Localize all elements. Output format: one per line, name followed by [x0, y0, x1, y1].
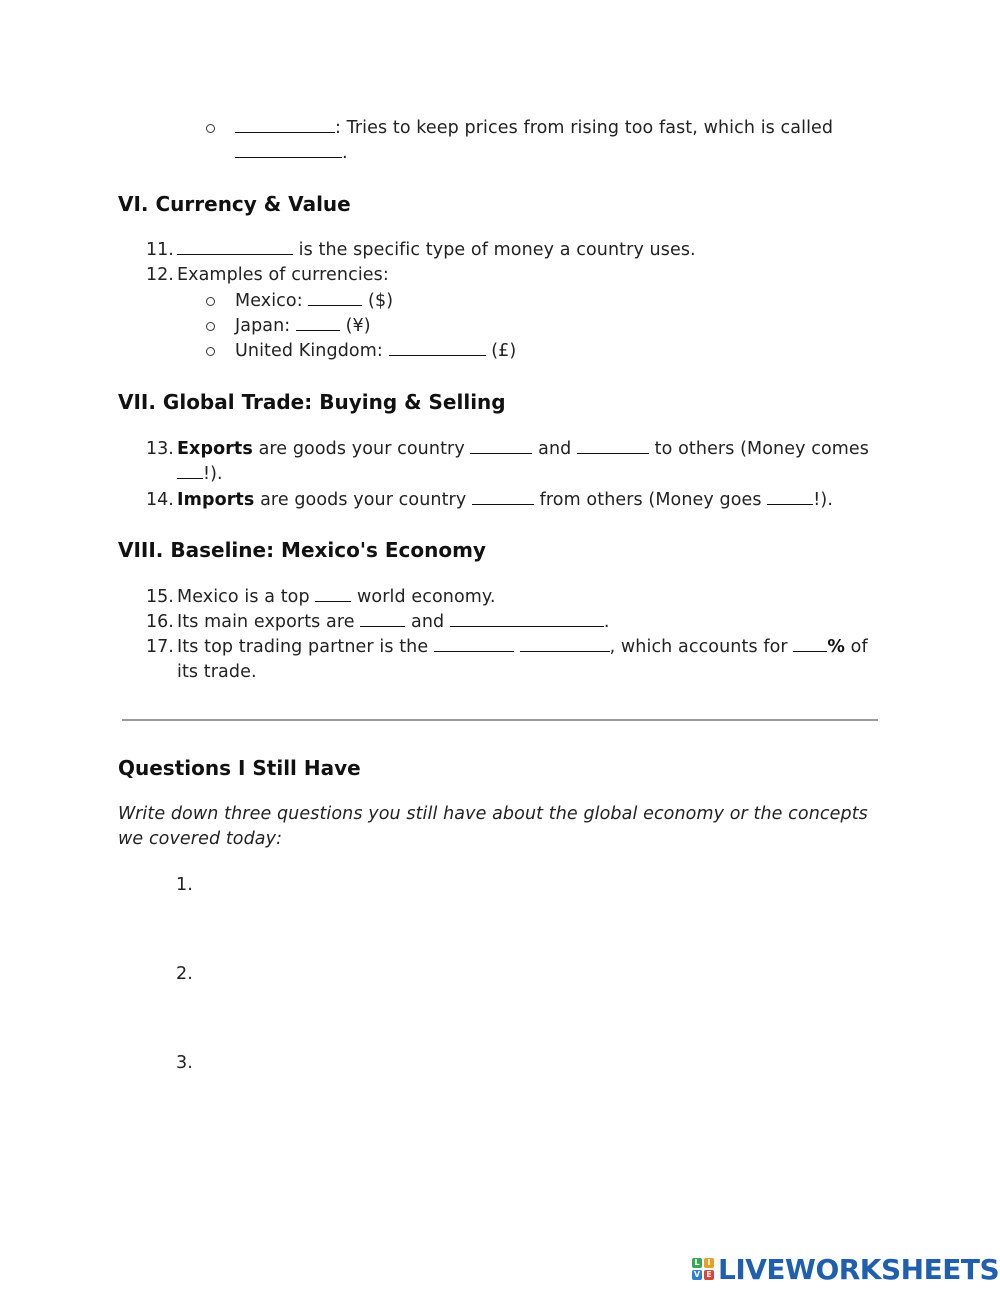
answer-blank[interactable]: [793, 635, 827, 652]
currency-uk: United Kingdom: (£): [235, 341, 517, 361]
section-heading-questions: Questions I Still Have: [118, 756, 361, 780]
item-number: 12.: [146, 265, 174, 285]
liveworksheets-logo: [692, 1253, 999, 1285]
questions-prompt-line1: Write down three questions you still have about the global economy or the concepts: [118, 804, 868, 824]
liveworksheets-logo-text: LIVEWORKSHEETS: [718, 1252, 1000, 1286]
intro-bullet-line1: : Tries to keep prices from rising too fast, which is called: [235, 116, 833, 141]
answer-blank[interactable]: [235, 116, 335, 133]
answer-blank[interactable]: [360, 610, 405, 627]
item-number: 11.: [146, 240, 174, 260]
item-15: Mexico is a top world economy.: [177, 587, 496, 607]
currency-mexico: Mexico: ($): [235, 291, 394, 311]
bullet-icon: [206, 347, 215, 356]
answer-blank[interactable]: [767, 488, 813, 505]
liveworksheets-logo-icon: L I V E: [692, 1258, 714, 1280]
currency-japan: Japan: (¥): [235, 316, 371, 336]
item-17-line2: its trade.: [177, 662, 257, 682]
horizontal-divider: [122, 719, 878, 721]
bullet-icon: [206, 124, 215, 133]
item-16: Its main exports are and .: [177, 612, 610, 632]
item-17-line1: Its top trading partner is the , which accounts for % of: [177, 637, 868, 657]
answer-blank[interactable]: [177, 238, 293, 255]
item-number: 13.: [146, 439, 174, 459]
section-heading-trade: VII. Global Trade: Buying & Selling: [118, 390, 506, 414]
answer-blank[interactable]: [450, 610, 604, 627]
item-11: is the specific type of money a country uses.: [177, 238, 696, 263]
answer-blank[interactable]: [308, 289, 362, 306]
item-number: 16.: [146, 612, 174, 632]
answer-blank[interactable]: [315, 585, 351, 602]
question-number-1: 1.: [176, 875, 193, 895]
item-13-line2: !).: [177, 462, 223, 487]
intro-bullet-line2: .: [235, 141, 348, 166]
item-number: 17.: [146, 637, 174, 657]
item-12: Examples of currencies:: [177, 265, 389, 285]
answer-blank[interactable]: [296, 314, 340, 331]
question-number-2: 2.: [176, 964, 193, 984]
section-heading-mexico-economy: VIII. Baseline: Mexico's Economy: [118, 538, 486, 562]
answer-blank[interactable]: [177, 462, 203, 479]
item-number: 14.: [146, 490, 174, 510]
answer-blank[interactable]: [389, 339, 486, 356]
bullet-icon: [206, 297, 215, 306]
answer-blank[interactable]: [434, 635, 514, 652]
section-heading-currency: VI. Currency & Value: [118, 192, 351, 216]
questions-prompt-line2: we covered today:: [118, 829, 283, 849]
answer-blank[interactable]: [235, 141, 342, 158]
question-number-3: 3.: [176, 1053, 193, 1073]
answer-blank[interactable]: [472, 488, 534, 505]
answer-blank[interactable]: [577, 437, 649, 454]
answer-blank[interactable]: [470, 437, 532, 454]
answer-blank[interactable]: [520, 635, 610, 652]
bullet-icon: [206, 322, 215, 331]
item-14: Imports are goods your country from others (Money goes !).: [177, 490, 834, 510]
item-13-line1: Exports are goods your country and to others (Money comes: [177, 439, 869, 459]
item-number: 15.: [146, 587, 174, 607]
